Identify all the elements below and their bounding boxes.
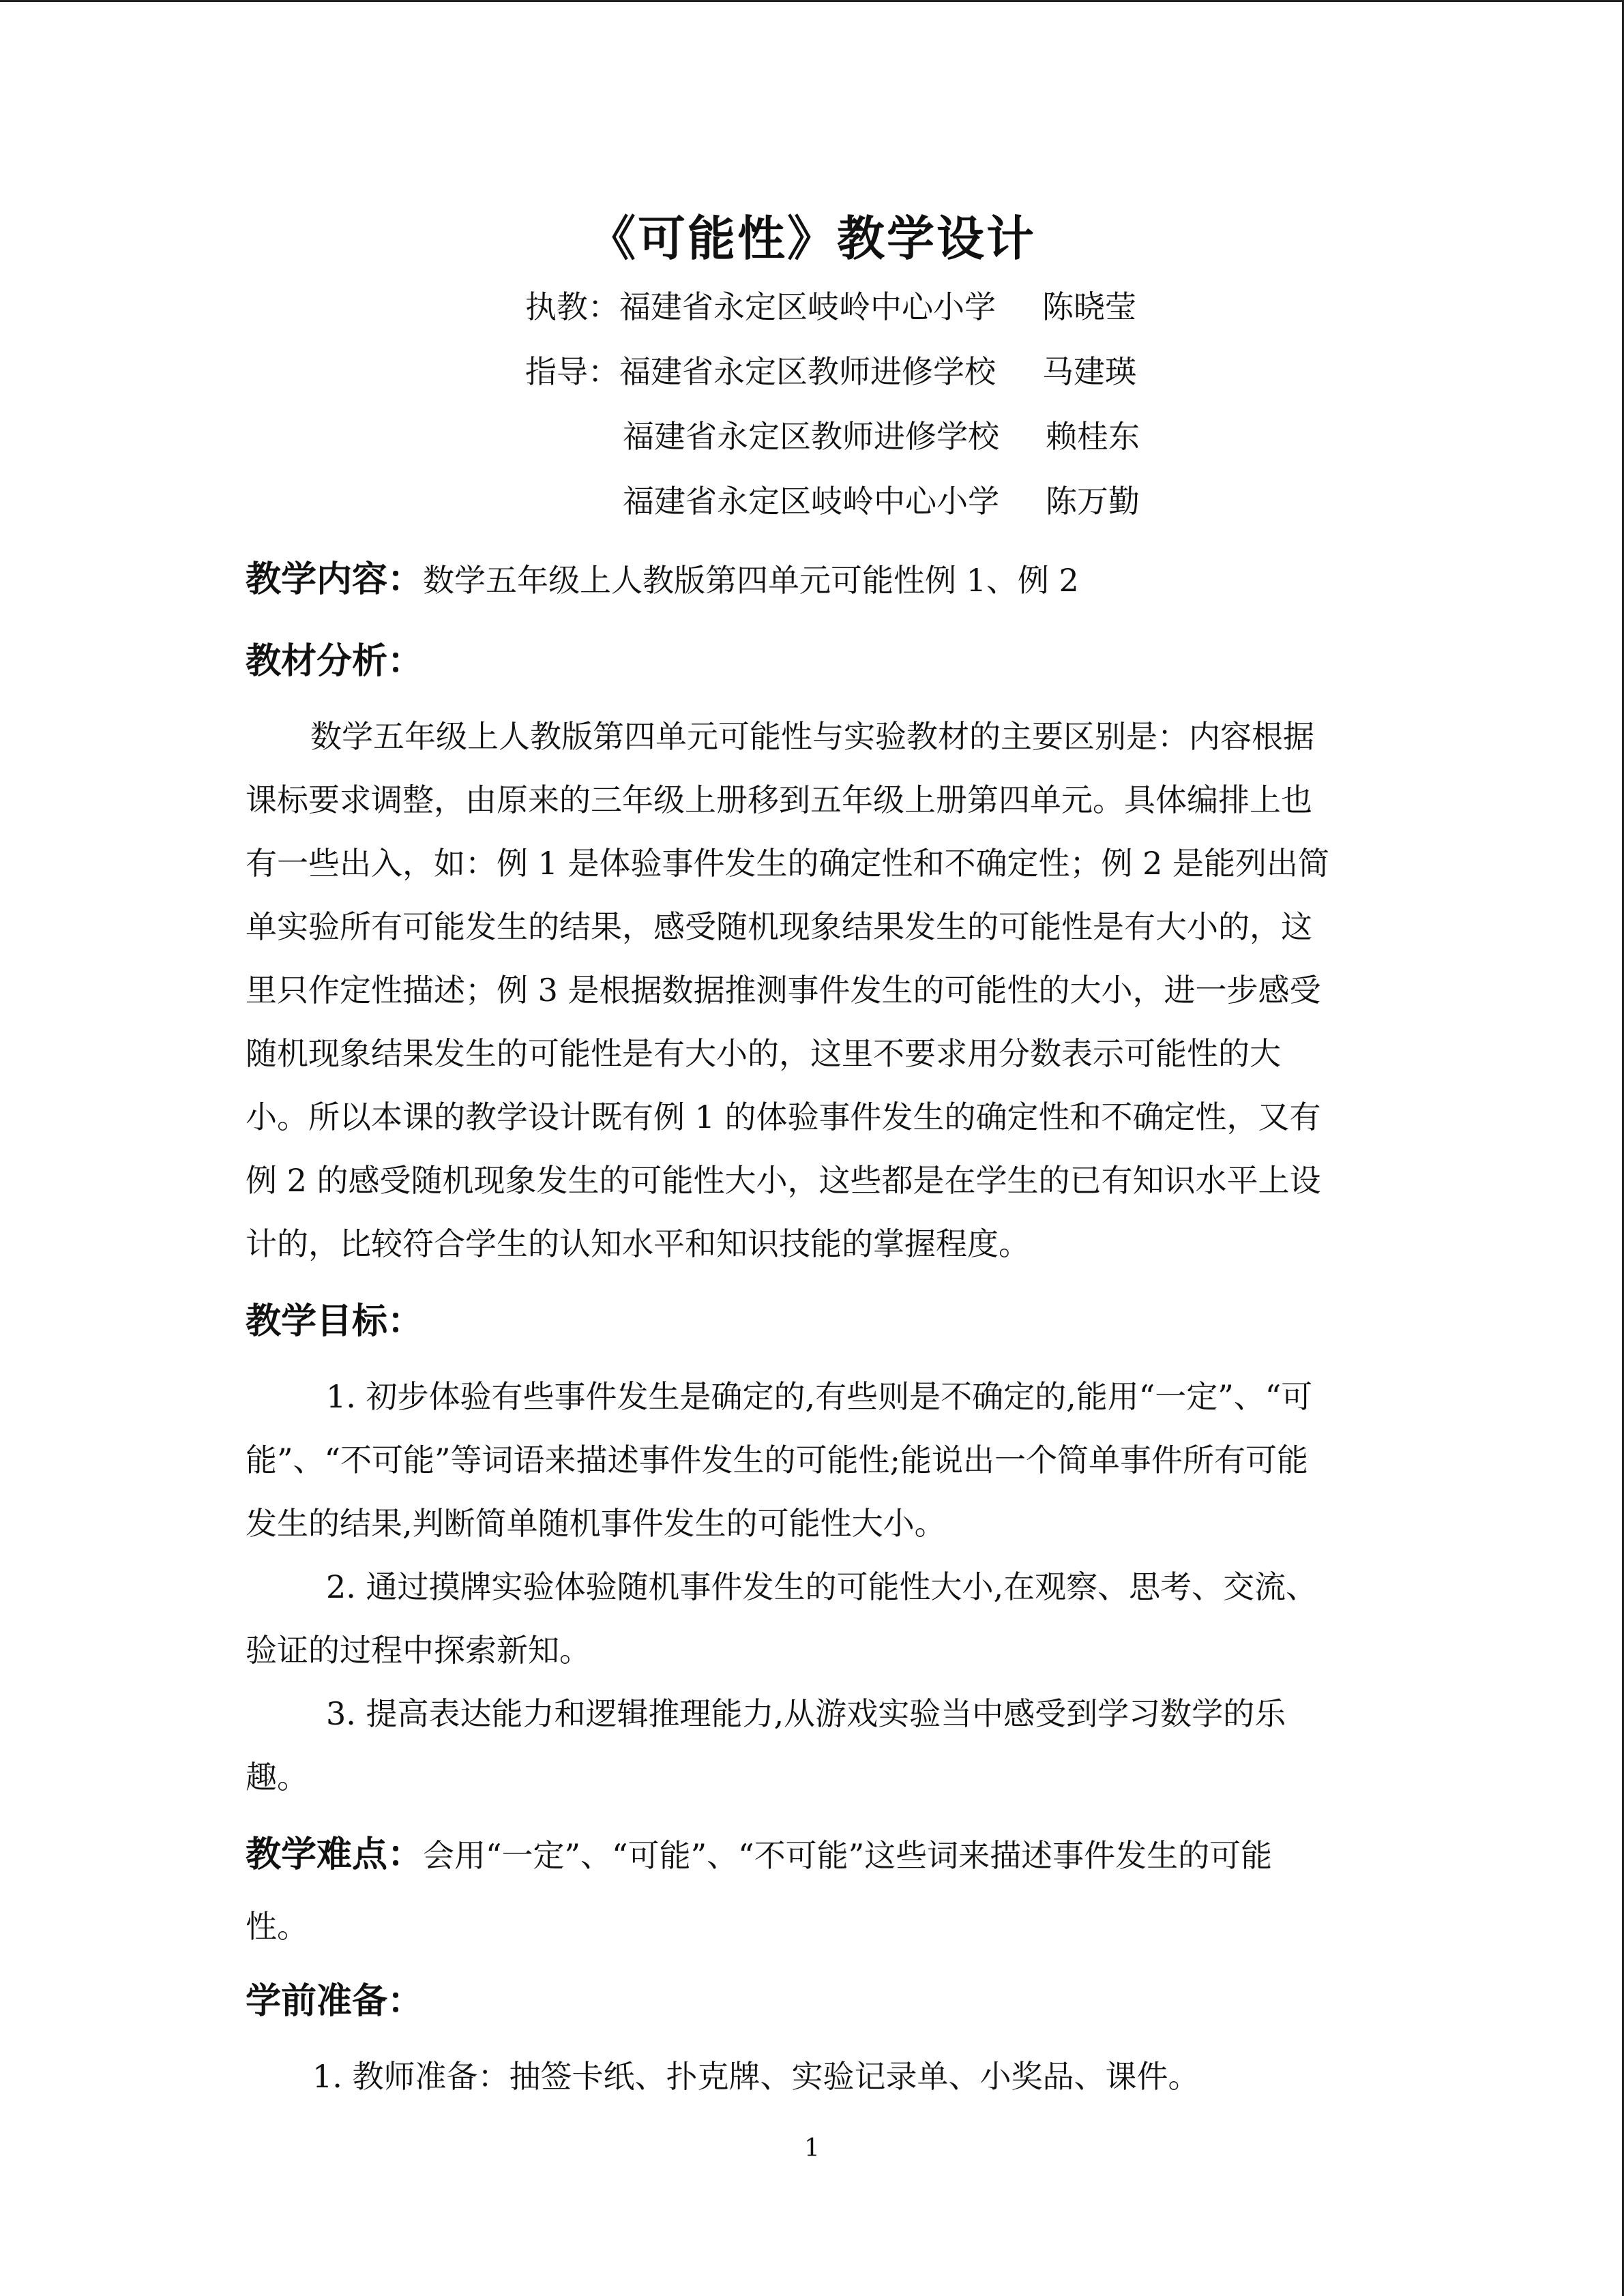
goal-line: 趣。 <box>246 1759 308 1795</box>
content-section <box>246 556 1079 604</box>
page-top-border <box>0 0 1624 2</box>
teacher-name: 陈晓莹 <box>1042 288 1136 325</box>
analysis-line: 计的，比较符合学生的认知水平和知识技能的掌握程度。 <box>246 1225 1030 1262</box>
analysis-line: 有一些出入，如：例 1 是体验事件发生的确定性和不确定性；例 2 是能列出简 <box>246 845 1330 882</box>
analysis-line: 单实验所有可能发生的结果，感受随机现象结果发生的可能性是有大小的，这 <box>246 908 1312 945</box>
guide-org: 福建省永定区教师进修学校 <box>619 353 996 390</box>
guide-credit-2 <box>623 416 1140 457</box>
difficulty-label: 教学难点： <box>246 1834 424 1875</box>
guide-org: 福建省永定区岐岭中心小学 <box>623 483 999 520</box>
guide-org: 福建省永定区教师进修学校 <box>623 418 999 455</box>
analysis-line: 小。所以本课的教学设计既有例 1 的体验事件发生的确定性和不确定性，又有 <box>246 1099 1321 1135</box>
page-number: 1 <box>804 2134 820 2162</box>
goal-line: 2. 通过摸牌实验体验随机事件发生的可能性大小,在观察、思考、交流、 <box>326 1568 1318 1605</box>
goals-heading: 教学目标： <box>246 1301 424 1342</box>
analysis-line: 例 2 的感受随机现象发生的可能性大小，这些都是在学生的已有知识水平上设 <box>246 1162 1321 1199</box>
guide-credit-3 <box>623 481 1140 522</box>
goal-line: 3. 提高表达能力和逻辑推理能力,从游戏实验当中感受到学习数学的乐 <box>326 1695 1286 1732</box>
goal-line: 发生的结果,判断简单随机事件发生的可能性大小。 <box>246 1505 946 1542</box>
difficulty-section <box>246 1831 1272 1879</box>
prep-item: 1. 教师准备：抽签卡纸、扑克牌、实验记录单、小奖品、课件。 <box>312 2058 1200 2095</box>
guide-name: 陈万勤 <box>1046 483 1140 520</box>
goal-line: 1. 初步体验有些事件发生是确定的,有些则是不确定的,能用“一定”、“可 <box>326 1378 1313 1415</box>
analysis-line: 数学五年级上人教版第四单元可能性与实验教材的主要区别是：内容根据 <box>310 718 1314 755</box>
guide-label: 指导： <box>525 353 619 390</box>
teacher-label: 执教： <box>525 288 619 325</box>
analysis-line: 课标要求调整，由原来的三年级上册移到五年级上册第四单元。具体编排上也 <box>246 781 1312 818</box>
analysis-line: 随机现象结果发生的可能性是有大小的，这里不要求用分数表示可能性的大 <box>246 1035 1281 1072</box>
teacher-credit <box>525 286 1136 327</box>
guide-name: 马建瑛 <box>1042 353 1136 390</box>
prep-heading: 学前准备： <box>246 1981 424 2022</box>
difficulty-continuation: 性。 <box>246 1908 308 1945</box>
goal-line: 能”、“不可能”等词语来描述事件发生的可能性;能说出一个简单事件所有可能 <box>246 1442 1309 1478</box>
guide-name: 赖桂东 <box>1046 418 1140 455</box>
teacher-org: 福建省永定区岐岭中心小学 <box>619 288 996 325</box>
difficulty-text: 会用“一定”、“可能”、“不可能”这些词来描述事件发生的可能 <box>423 1837 1273 1874</box>
content-label: 教学内容： <box>246 559 424 600</box>
page-title: 《可能性》教学设计 <box>588 211 1036 267</box>
guide-credit-1 <box>525 351 1136 392</box>
content-text: 数学五年级上人教版第四单元可能性例 1、例 2 <box>423 562 1079 599</box>
analysis-heading: 教材分析： <box>246 641 424 682</box>
goal-line: 验证的过程中探索新知。 <box>246 1632 591 1669</box>
analysis-line: 里只作定性描述；例 3 是根据数据推测事件发生的可能性的大小，进一步感受 <box>246 972 1321 1009</box>
